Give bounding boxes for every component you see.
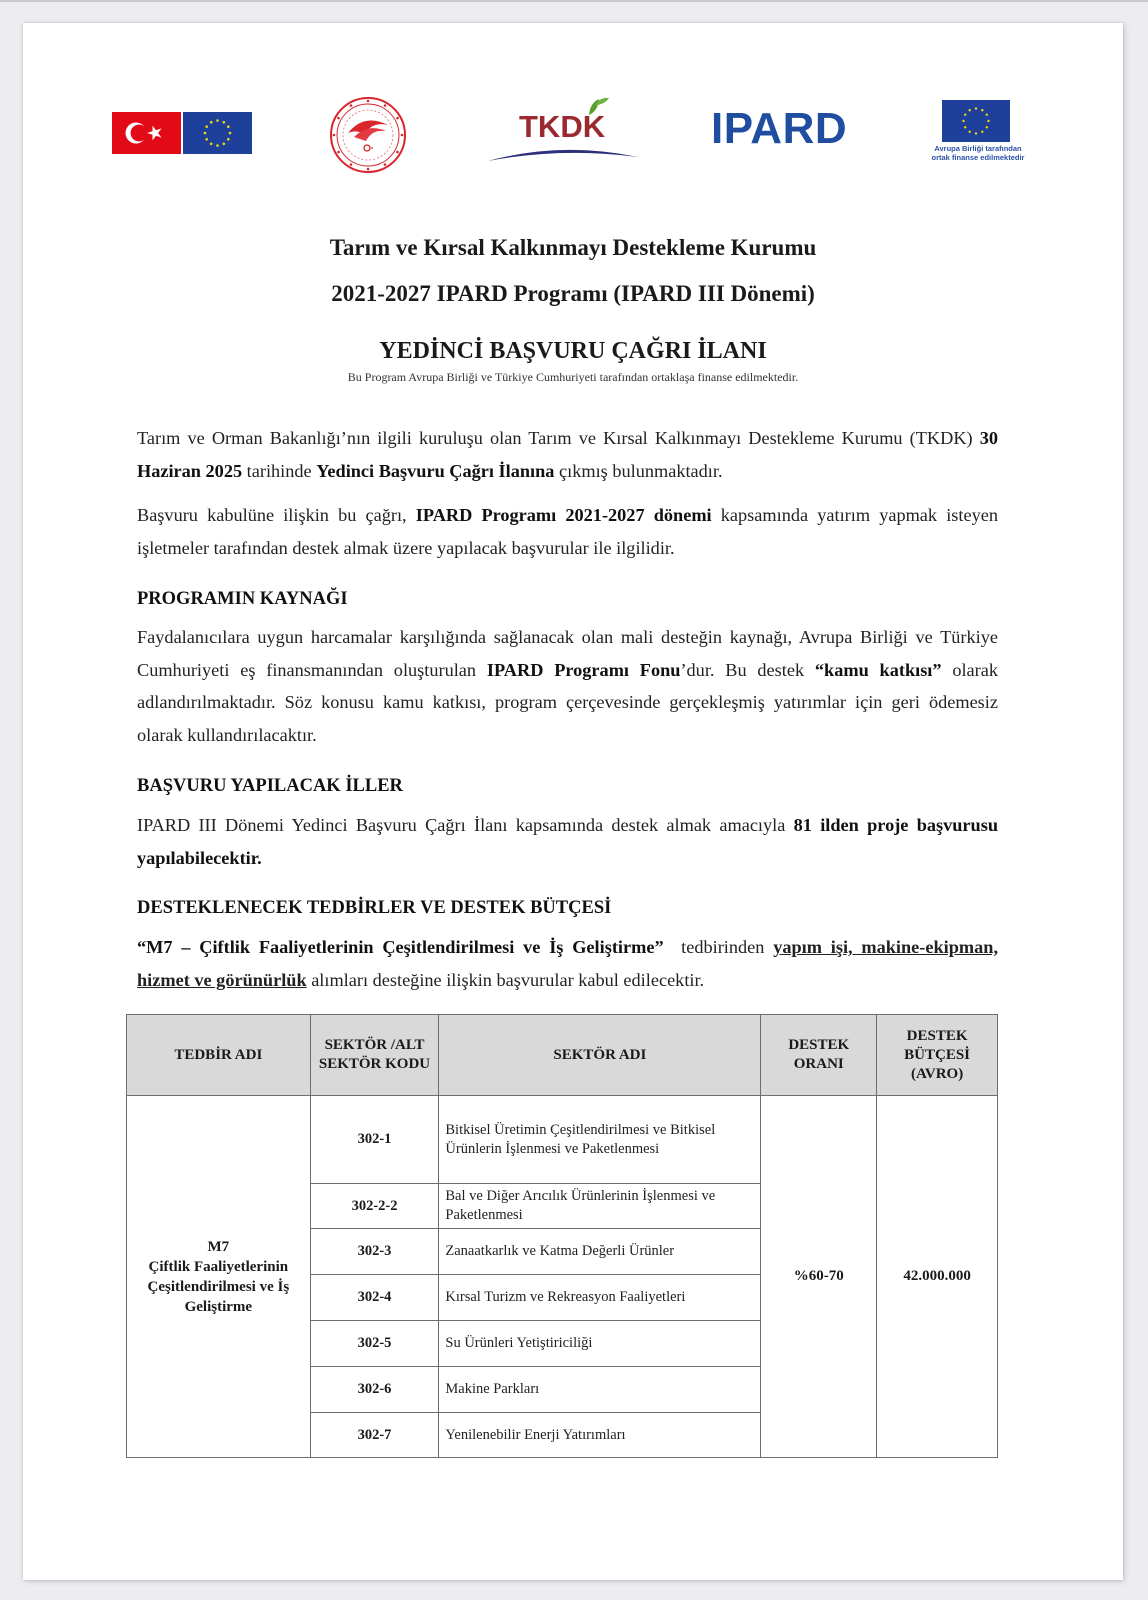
document-page: [23, 23, 1123, 1580]
program-emphasis: IPARD Programı 2021-2027 dönemi: [415, 505, 712, 525]
call-emphasis: Yedinci Başvuru Çağrı İlanına: [316, 460, 555, 481]
turkey-flag-icon: [112, 112, 181, 154]
col-header-support-rate: DESTEK ORANI: [761, 1015, 877, 1096]
sector-code: 302-1: [310, 1096, 439, 1184]
institution-title: Tarım ve Kırsal Kalkınmayı Destekleme Kurumu: [329, 235, 817, 260]
section-heading-provinces: BAŞVURU YAPILACAK İLLER: [137, 776, 403, 796]
text: olarak adlandırılmaktadır. Söz konusu kamu katkısı, program çerçevesinde gerçekleşmiş yatırımlar için geri ödemesiz olarak kullandırılacaktır.: [137, 659, 999, 745]
col-header-sector-code: SEKTÖR /ALT SEKTÖR KODU: [310, 1015, 439, 1096]
measure-emphasis: “M7 – Çiftlik Faaliyetlerinin Çeşitlendirilmesi ve İş Geliştirme”: [137, 937, 664, 957]
eu-flag-icon: [183, 112, 252, 154]
sector-code: 302-3: [310, 1229, 439, 1275]
table-row: [127, 1096, 998, 1184]
text: IPARD III Dönemi Yedinci Başvuru Çağrı İlanı kapsamında destek almak amacıyla: [137, 815, 794, 835]
section-heading-measures: DESTEKLENECEK TEDBİRLER VE DESTEK BÜTÇESİ: [137, 898, 612, 918]
intro-paragraph-2: [137, 499, 998, 564]
fund-emphasis: IPARD Programı Fonu: [486, 659, 681, 680]
col-header-sector-name: SEKTÖR ADI: [439, 1015, 761, 1096]
sector-name: Bitkisel Üretimin Çeşitlendirilmesi ve Bitkisel Ürünlerin İşlenmesi ve Paketlenmesi: [439, 1096, 761, 1184]
sector-name: Bal ve Diğer Arıcılık Ürünlerinin İşlenmesi ve Paketlenmesi: [439, 1184, 761, 1229]
eu-flag-icon: [942, 100, 1010, 142]
text: Tarım ve Orman Bakanlığı’nın ilgili kuruluşu olan Tarım ve Kırsal Kalkınmayı Destekleme Kurumu (TKDK): [137, 428, 980, 448]
public-contribution-emphasis: “kamu katkısı”: [814, 659, 942, 680]
measures-paragraph: [137, 931, 998, 996]
ministry-seal-icon: [328, 95, 408, 175]
measure-name: Çiftlik Faaliyetlerinin Çeşitlendirilmesi ve İş Geliştirme: [147, 1258, 290, 1315]
tkdk-wordmark: TKDK: [519, 109, 606, 144]
measures-table: [126, 1014, 998, 1458]
program-title: 2021-2027 IPARD Programı (IPARD III Dönemi): [331, 281, 815, 306]
col-header-measure: TEDBİR ADI: [127, 1015, 311, 1096]
eu-caption-line-1: Avrupa Birliği tarafından: [934, 144, 1022, 153]
announcement-title: YEDİNCİ BAŞVURU ÇAĞRI İLANI: [379, 338, 767, 364]
sector-name: Makine Parkları: [439, 1367, 761, 1413]
text: ’dur. Bu destek: [680, 659, 815, 680]
sector-code: 302-2-2: [310, 1184, 439, 1229]
text: kapsamında yatırım yapmak isteyen işletmeler tarafından destek almak üzere yapılacak başvurular ile ilgilidir.: [137, 505, 998, 558]
eu-cofinance-caption: [913, 144, 1043, 162]
sector-name: Su Ürünleri Yetiştiriciliği: [439, 1321, 761, 1367]
provinces-paragraph: [137, 809, 998, 874]
text: tarihinde: [242, 460, 317, 481]
text: çıkmış bulunmaktadır.: [554, 460, 723, 481]
support-budget: 42.000.000: [877, 1096, 998, 1458]
purchase-types-underlined: yapım işi, makine-ekipman, hizmet ve görünürlük: [137, 937, 999, 990]
text: Başvuru kabulüne ilişkin bu çağrı,: [137, 505, 416, 525]
funding-note: Bu Program Avrupa Birliği ve Türkiye Cumhuriyeti tarafından ortaklaşa finanse edilmektedir.: [347, 370, 799, 384]
provinces-emphasis: 81 ilden proje başvurusu yapılabilecektir.: [137, 815, 998, 868]
sector-name: Yenilenebilir Enerji Yatırımları: [439, 1413, 761, 1458]
col-header-budget: DESTEK BÜTÇESİ (AVRO): [877, 1015, 998, 1096]
support-rate: %60-70: [761, 1096, 877, 1458]
sector-code: 302-7: [310, 1413, 439, 1458]
ipard-logo: IPARD: [711, 104, 848, 153]
sector-name: Kırsal Turizm ve Rekreasyon Faaliyetleri: [439, 1275, 761, 1321]
source-paragraph: [137, 621, 998, 751]
sector-code: 302-4: [310, 1275, 439, 1321]
sector-code: 302-5: [310, 1321, 439, 1367]
text: alımları desteğine ilişkin başvurular kabul edilecektir.: [306, 969, 705, 990]
window-top-edge: [0, 0, 1148, 2]
section-heading-source: PROGRAMIN KAYNAĞI: [137, 589, 348, 609]
table-header-row: [127, 1015, 998, 1096]
sector-name: Zanaatkarlık ve Katma Değerli Ürünler: [439, 1229, 761, 1275]
text: tedbirinden: [663, 937, 774, 957]
intro-paragraph-1: [137, 422, 998, 487]
eu-caption-line-2: ortak finanse edilmektedir: [931, 153, 1025, 162]
sector-code: 302-6: [310, 1367, 439, 1413]
measure-code: M7: [207, 1238, 230, 1255]
text: Faydalanıcılara uygun harcamalar karşılığında sağlanacak olan mali desteğin kaynağı, Avrupa Birliği ve Türkiye Cumhuriyeti eş finansmanından oluşturulan: [137, 627, 998, 680]
measure-cell: [127, 1096, 311, 1458]
tkdk-logo: [486, 95, 641, 165]
date-emphasis: 30 Haziran 2025: [137, 428, 998, 481]
